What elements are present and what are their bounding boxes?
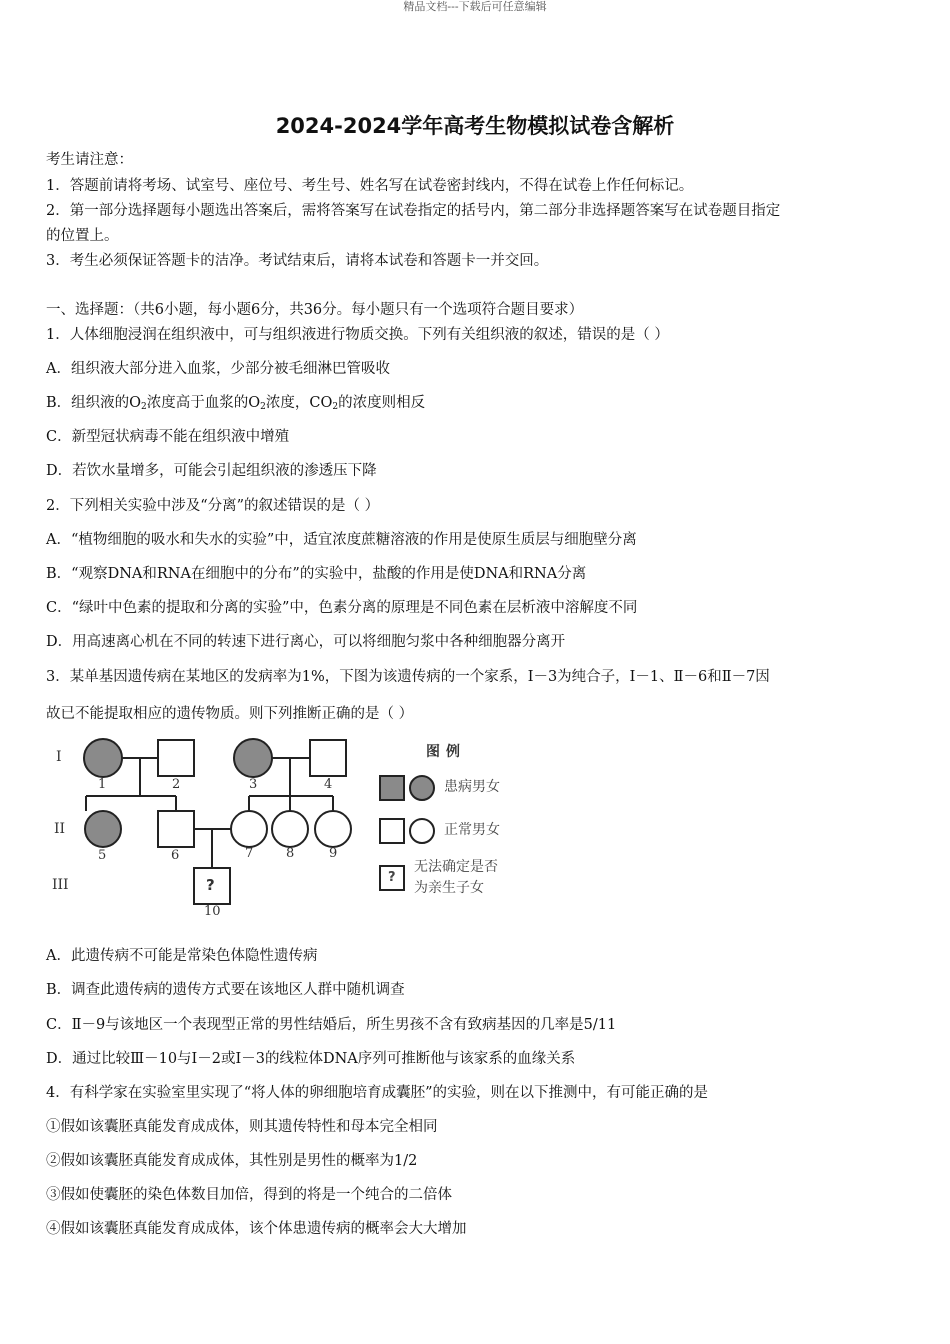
notice-heading: 考生请注意： [46,152,133,168]
q2-option-c: C．“绿叶中色素的提取和分离的实验”中，色素分离的原理是不同色素在层析液中溶解度不同 [46,600,638,616]
legend-unknown-label-1: 无法确定是否 [414,859,498,875]
subscript: 2 [332,402,339,412]
individual-number: 5 [98,848,107,863]
q3-option-b: B．调查此遗传病的遗传方式要在该地区人群中随机调查 [46,982,405,998]
legend-unknown-mark: ? [388,870,396,885]
notice-item-2-cont: 的位置上。 [46,228,119,244]
individual-I-1-affected-female [84,739,122,777]
q4-item-3: ③假如使囊胚的染色体数目加倍，得到的将是一个纯合的二倍体 [46,1187,452,1203]
individual-number: 9 [329,846,338,861]
legend-affected-female-icon [410,776,434,800]
q1-option-b [46,393,425,417]
q3-stem-line1: 3．某单基因遗传病在某地区的发病率为1%，下图为该遗传病的一个家系，I－3为纯合子，I－1、Ⅱ－6和Ⅱ－7因 [46,669,770,685]
legend-normal-label: 正常男女 [444,822,500,838]
q4-item-2: ②假如该囊胚真能发育成成体，其性别是男性的概率为1/2 [46,1153,418,1169]
individual-number: 2 [172,777,181,792]
q3-option-d: D．通过比较Ⅲ－10与Ⅰ－2或Ⅰ－3的线粒体DNA序列可推断他与该家系的血缘关系 [46,1051,576,1067]
pedigree-chart [44,733,544,925]
q1-option-c: C．新型冠状病毒不能在组织液中增殖 [46,429,290,445]
subscript: 2 [260,402,266,412]
individual-I-2-normal-male [158,740,194,776]
notice-item-2: 2．第一部分选择题每小题选出答案后，需将答案写在试卷指定的括号内，第二部分非选择题答案写在试卷题目指定 [46,203,781,219]
q4-item-1: ①假如该囊胚真能发育成成体，则其遗传特性和母本完全相同 [46,1119,438,1135]
generation-I-label: I [56,749,62,765]
individual-II-9-normal-female [315,811,351,847]
q1-option-a: A．组织液大部分进入血浆，少部分被毛细淋巴管吸收 [46,361,390,377]
q3-stem-line2: 故已不能提取相应的遗传物质。则下列推断正确的是（ ） [46,706,414,722]
individual-number: 7 [245,846,254,861]
section-heading: 一、选择题：（共6小题，每小题6分，共36分。每小题只有一个选项符合题目要求） [46,302,584,318]
individual-number: 4 [324,777,333,792]
q2-option-a: A．“植物细胞的吸水和失水的实验”中，适宜浓度蔗糖溶液的作用是使原生质层与细胞壁分离 [46,532,637,548]
q4-stem: 4．有科学家在实验室里实现了“将人体的卵细胞培育成囊胚”的实验，则在以下推测中，有可能正确的是 [46,1085,709,1101]
generation-II-label: II [54,821,66,837]
individual-number: 8 [286,846,295,861]
header-note: 精品文档---下载后可任意编辑 [403,0,547,13]
subscript: 2 [141,402,147,412]
q2-stem: 2．下列相关实验中涉及“分离”的叙述错误的是（ ） [46,498,380,514]
individual-number: 6 [171,848,180,863]
unknown-mark: ? [206,876,215,894]
individual-II-5-affected-female [85,811,121,847]
q1-option-b-part: B．组织液的O [46,395,142,411]
notice-item-1: 1．答题前请将考场、试室号、座位号、考生号、姓名写在试卷密封线内，不得在试卷上作任何标记。 [46,178,694,194]
q1-option-b-part: 的浓度则相反 [338,395,426,411]
legend-affected-label: 患病男女 [444,779,500,795]
q1-option-b-part: 浓度，CO [265,395,333,411]
generation-III-label: III [52,877,69,893]
legend-unknown-label-2: 为亲生子女 [414,880,484,896]
page-title: 2024-2024学年高考生物模拟试卷含解析 [275,114,675,138]
notice-item-3: 3．考生必须保证答题卡的洁净。考试结束后，请将本试卷和答题卡一并交回。 [46,253,549,269]
individual-II-7-normal-female [231,811,267,847]
individual-number: 1 [98,777,107,792]
q1-option-b-part: 浓度高于血浆的O [146,395,261,411]
individual-number: 3 [249,777,258,792]
individual-II-6-normal-male [158,811,194,847]
individual-I-4-normal-male [310,740,346,776]
q2-option-d: D．用高速离心机在不同的转速下进行离心，可以将细胞匀浆中各种细胞器分离开 [46,634,566,650]
q1-stem: 1．人体细胞浸润在组织液中，可与组织液进行物质交换。下列有关组织液的叙述，错误的是（ ） [46,327,669,343]
individual-I-3-affected-female [234,739,272,777]
individual-II-8-normal-female [272,811,308,847]
individual-number: 10 [204,904,221,919]
q2-option-b: B．“观察DNA和RNA在细胞中的分布”的实验中，盐酸的作用是使DNA和RNA分离 [46,566,587,582]
q4-item-4: ④假如该囊胚真能发育成成体，该个体患遗传病的概率会大大增加 [46,1221,467,1237]
legend-normal-female-icon [410,819,434,843]
legend-normal-male-icon [380,819,404,843]
legend-affected-male-icon [380,776,404,800]
q3-option-a: A．此遗传病不可能是常染色体隐性遗传病 [46,948,318,964]
legend-title: 图例 [426,744,466,760]
q3-option-c: C．Ⅱ－9与该地区一个表现型正常的男性结婚后，所生男孩不含有致病基因的几率是5/11 [46,1017,617,1033]
q1-option-d: D．若饮水量增多，可能会引起组织液的渗透压下降 [46,463,377,479]
